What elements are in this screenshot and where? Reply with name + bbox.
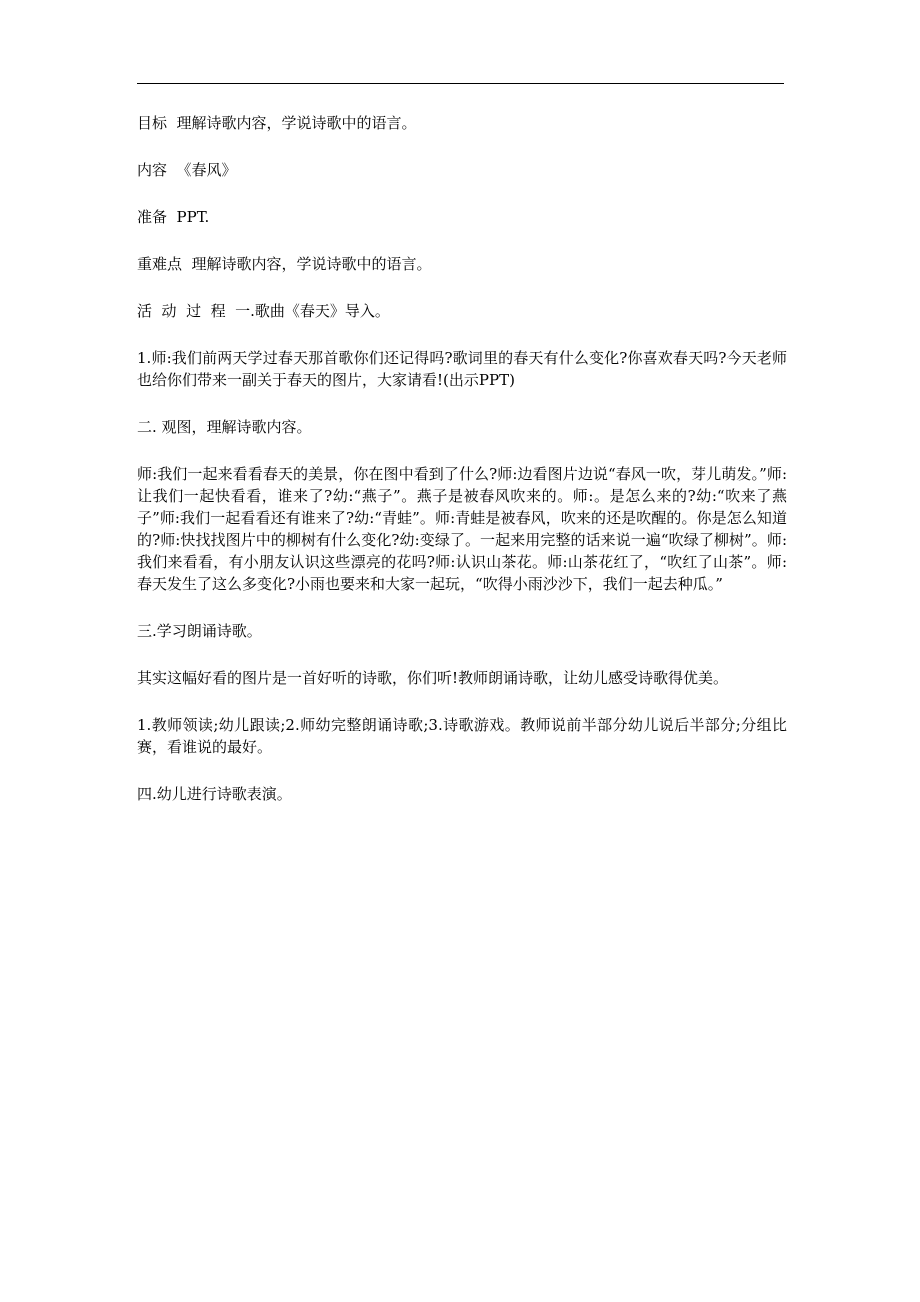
section-3-steps: 1.教师领读;幼儿跟读;2.师幼完整朗诵诗歌;3.诗歌游戏。教师说前半部分幼儿说后半部分;分组比赛，看谁说的最好。 — [137, 716, 787, 756]
section-2-heading: 二. 观图，理解诗歌内容。 — [137, 418, 312, 436]
activity-process-heading: 活 动 过 程 一.歌曲《春天》导入。 — [137, 302, 390, 320]
header-rule — [137, 83, 784, 84]
preparation-line: 准备 PPT. — [137, 208, 210, 226]
key-points-line: 重难点 理解诗歌内容，学说诗歌中的语言。 — [137, 255, 432, 273]
goal-line: 目标 理解诗歌内容，学说诗歌中的语言。 — [137, 114, 417, 132]
document-body — [137, 112, 787, 830]
content-line: 内容 《春风》 — [137, 161, 237, 179]
section-4-heading: 四.幼儿进行诗歌表演。 — [137, 785, 292, 803]
section-3-heading: 三.学习朗诵诗歌。 — [137, 622, 262, 640]
step-1-paragraph: 1.师:我们前两天学过春天那首歌你们还记得吗?歌词里的春天有什么变化?你喜欢春天吗?今天老师也给你们带来一副关于春天的图片，大家请看!(出示PPT) — [137, 349, 787, 389]
section-3-intro: 其实这幅好看的图片是一首好听的诗歌，你们听!教师朗诵诗歌，让幼儿感受诗歌得优美。 — [137, 669, 729, 687]
section-2-dialogue: 师:我们一起来看看春天的美景，你在图中看到了什么?师:边看图片边说“春风一吹，芽儿萌发。”师:让我们一起快看看，谁来了?幼:“燕子”。燕子是被春风吹来的。师:。是怎么来的?幼:“吹来了燕子”师:我们一起看看还有谁来了?幼:“青蛙”。师:青蛙是被春风，吹来的还是吹醒的。你是怎么知道的?师:快找找图片中的柳树有什么变化?幼:变绿了。一起来用完整的话来说一遍“吹绿了柳树”。师:我们来看看，有小朋友认识这些漂亮的花吗?师:认识山茶花。师:山茶花红了，“吹红了山茶”。师:春天发生了这么多变化?小雨也要来和大家一起玩，“吹得小雨沙沙下，我们一起去种瓜。” — [137, 465, 787, 593]
